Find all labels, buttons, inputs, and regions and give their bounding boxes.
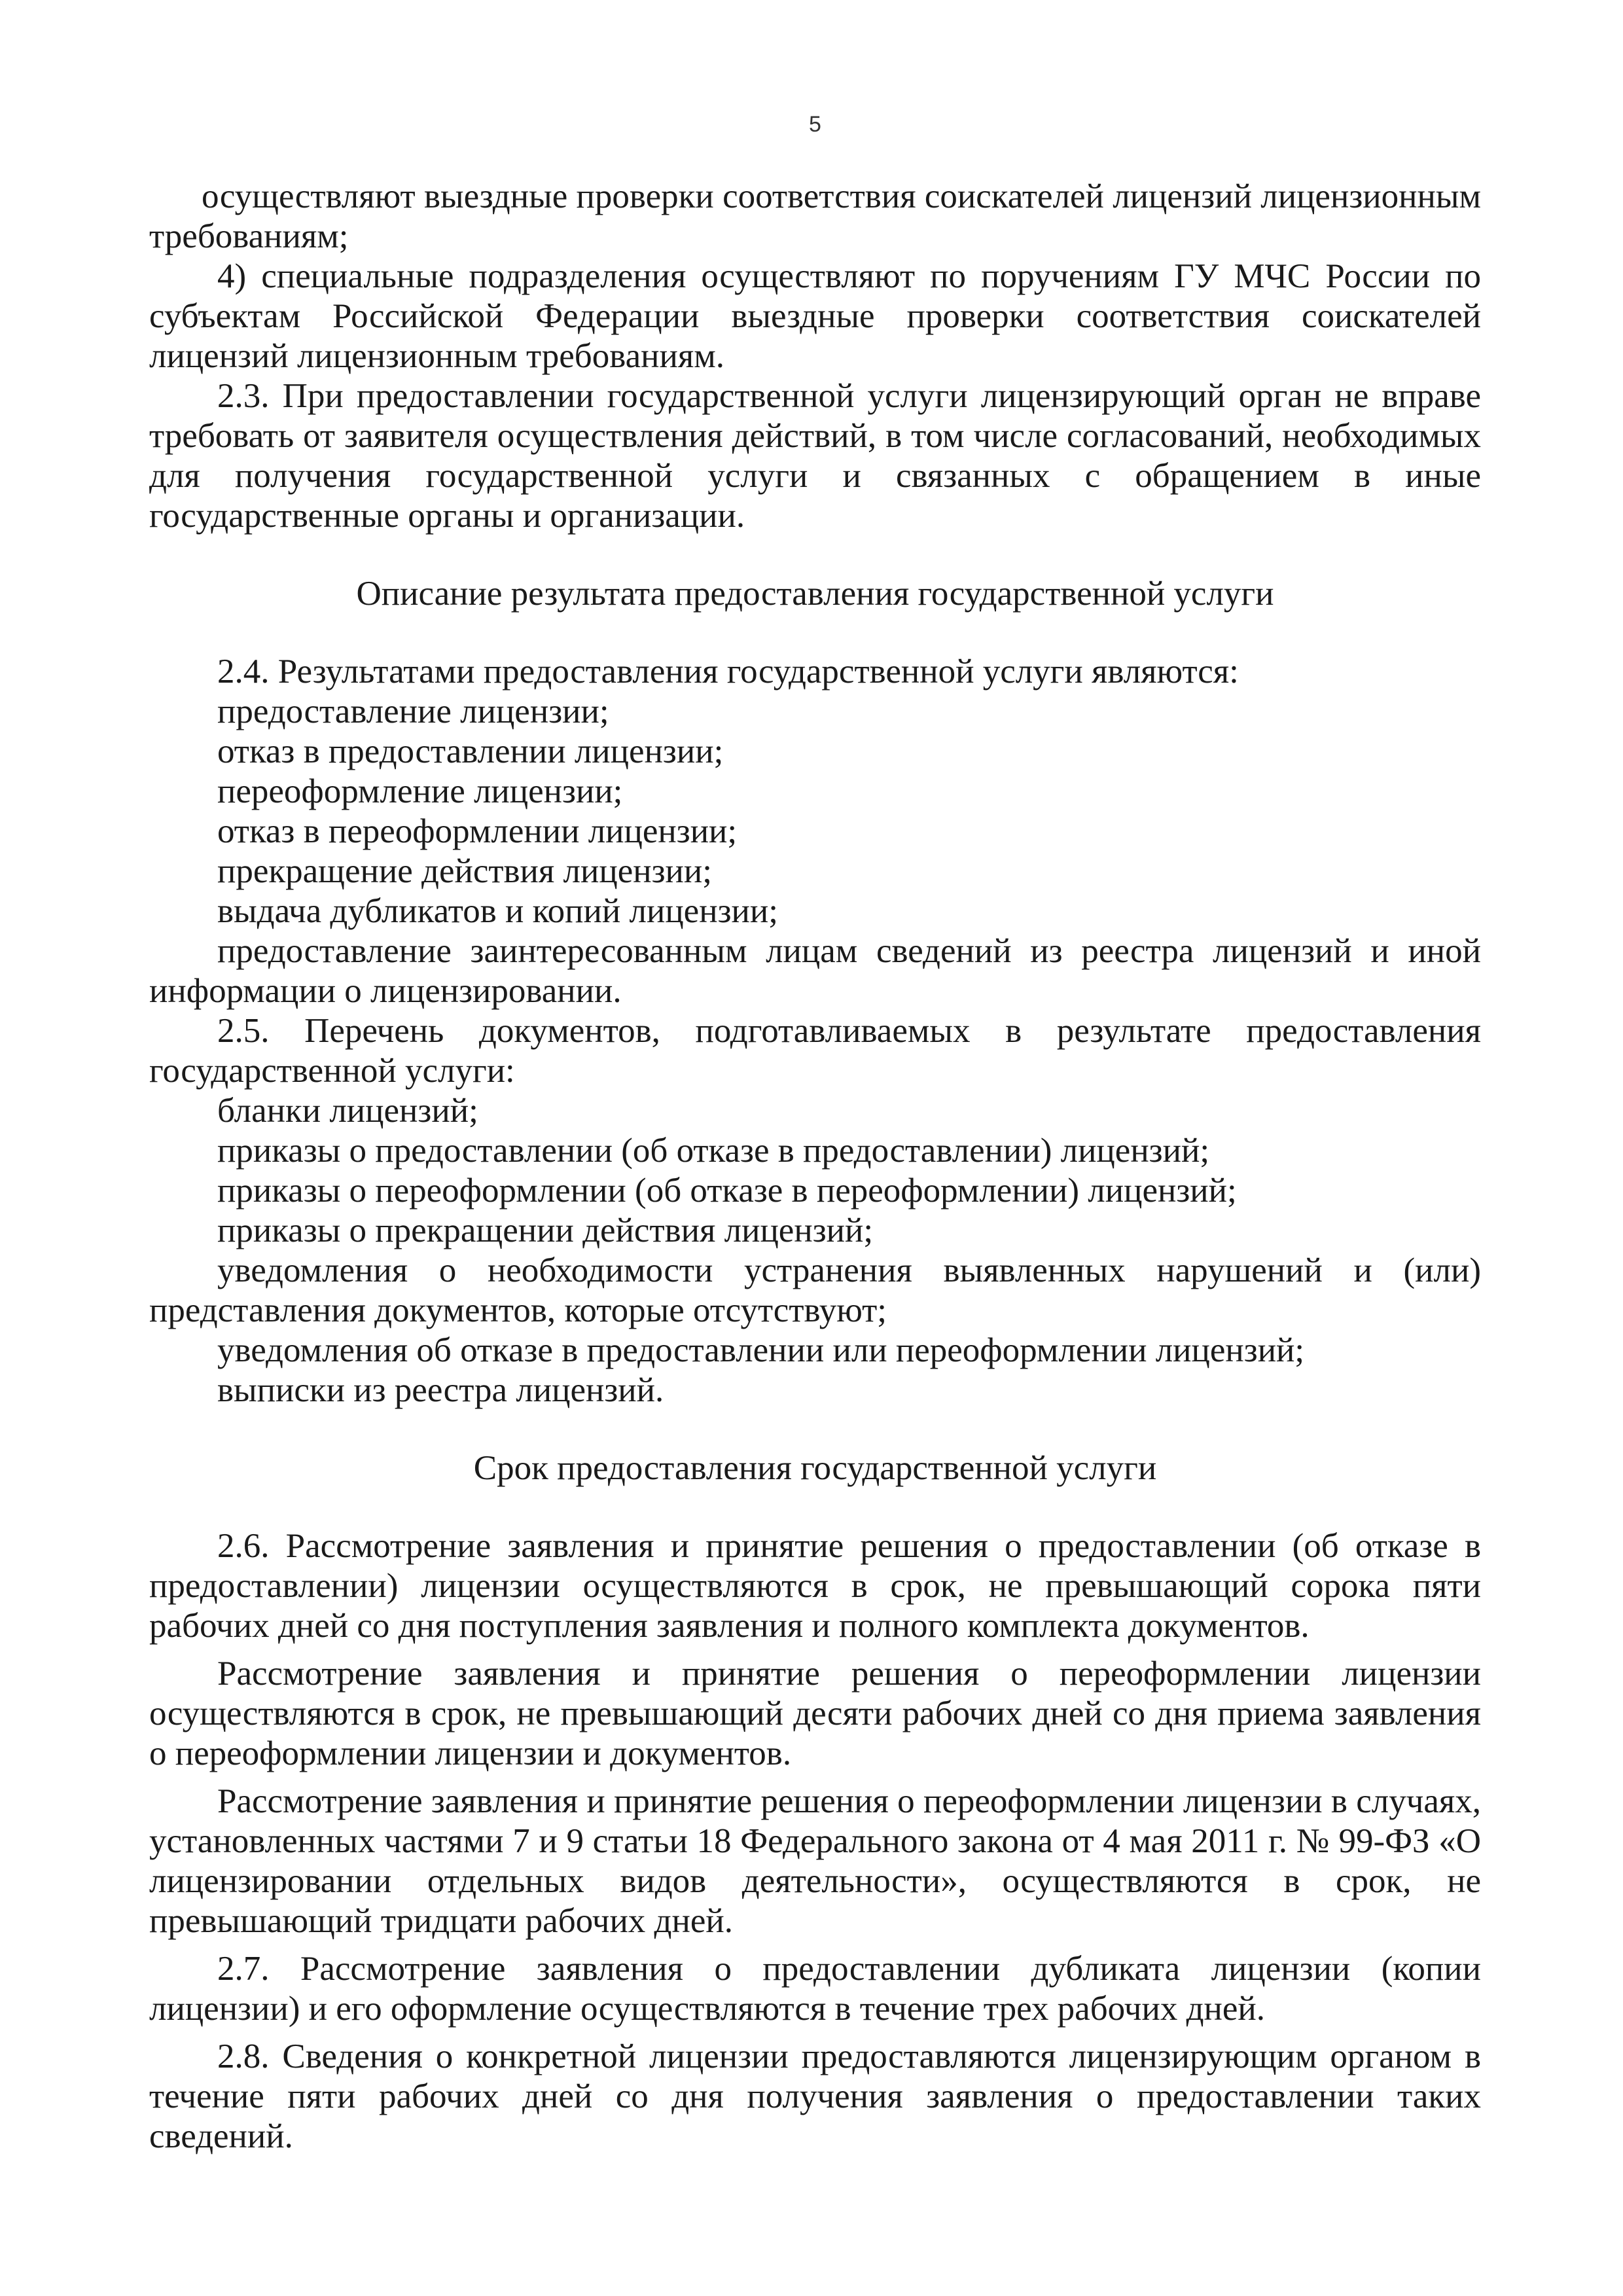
list-item: уведомления об отказе в предоставлении или переоформлении лицензий; — [217, 1331, 1305, 1369]
paragraph-reissue-term: Рассмотрение заявления и принятие решения о переоформлении лицензии осуществляются в срок, не превышающий десяти рабочих дней со дня приема заявления о переоформлении лицензии и документов. — [149, 1655, 1481, 1772]
list-item-notifications: уведомления о необходимости устранения выявленных нарушений и (или) представления документов, которые отсутствуют; — [149, 1251, 1481, 1329]
list-item-registry-info: предоставление заинтересованным лицам сведений из реестра лицензий и иной информации о лицензировании. — [149, 932, 1481, 1010]
list-item: прекращение действия лицензии; — [217, 852, 713, 890]
list-item: бланки лицензий; — [217, 1092, 478, 1130]
paragraph-2-7: 2.7. Рассмотрение заявления о предоставлении дубликата лицензии (копии лицензии) и его оформление осуществляются в течение трех рабочих дней. — [149, 1950, 1481, 2028]
paragraph-2-3: 2.3. При предоставлении государственной услуги лицензирующий орган не вправе требовать от заявителя осуществления действий, в том числе согласований, необходимых для получения государственной услуги и связанных с обращением в иные государственные органы и организации. — [149, 377, 1481, 535]
paragraph-2-6: 2.6. Рассмотрение заявления и принятие решения о предоставлении (об отказе в предоставлении) лицензии осуществляются в срок, не превышающий сорока пяти рабочих дней со дня поступления заявления и полного комплекта документов. — [149, 1527, 1481, 1645]
documents-list-tail — [149, 1331, 1481, 1410]
result-list — [149, 692, 1481, 931]
page-number: 5 — [809, 112, 821, 137]
documents-list — [149, 1091, 1481, 1251]
paragraph-2-4: 2.4. Результатами предоставления государственной услуги являются: — [217, 653, 1239, 691]
list-item: выписки из реестра лицензий. — [217, 1371, 664, 1409]
list-item: предоставление лицензии; — [217, 692, 609, 730]
paragraph-2-8: 2.8. Сведения о конкретной лицензии предоставляются лицензирующим органом в течение пяти рабочих дней со дня получения заявления о предоставлении таких сведений. — [149, 2037, 1481, 2155]
list-item: приказы о прекращении действия лицензий; — [217, 1211, 874, 1249]
list-item: выдача дубликатов и копий лицензии; — [217, 892, 778, 930]
list-item: отказ в переоформлении лицензии; — [217, 812, 738, 850]
paragraph-reissue-special-term: Рассмотрение заявления и принятие решения о переоформлении лицензии в случаях, установленных частями 7 и 9 статьи 18 Федерального закона от 4 мая 2011 г. № 99-ФЗ «О лицензировании отдельных видов деятельности», осуществляются в срок, не превышающий тридцати рабочих дней. — [149, 1782, 1481, 1940]
paragraph-item-4: 4) специальные подразделения осуществляют по поручениям ГУ МЧС России по субъектам Российской Федерации выездные проверки соответствия соискателей лицензий лицензионным требованиям. — [149, 257, 1481, 375]
list-item: переоформление лицензии; — [217, 772, 623, 810]
section-heading-term: Срок предоставления государственной услуги — [473, 1449, 1157, 1487]
list-item: приказы о переоформлении (об отказе в переоформлении) лицензий; — [217, 1172, 1237, 1210]
list-item: отказ в предоставлении лицензии; — [217, 732, 724, 770]
document-page — [149, 111, 1481, 2157]
section-heading-result: Описание результата предоставления государственной услуги — [356, 575, 1274, 613]
paragraph-continuation: осуществляют выездные проверки соответствия соискателей лицензий лицензионным требованиям; — [149, 177, 1481, 255]
list-item: приказы о предоставлении (об отказе в предоставлении) лицензий; — [217, 1132, 1210, 1170]
paragraph-2-5: 2.5. Перечень документов, подготавливаемых в результате предоставления государственной услуги: — [149, 1012, 1481, 1090]
